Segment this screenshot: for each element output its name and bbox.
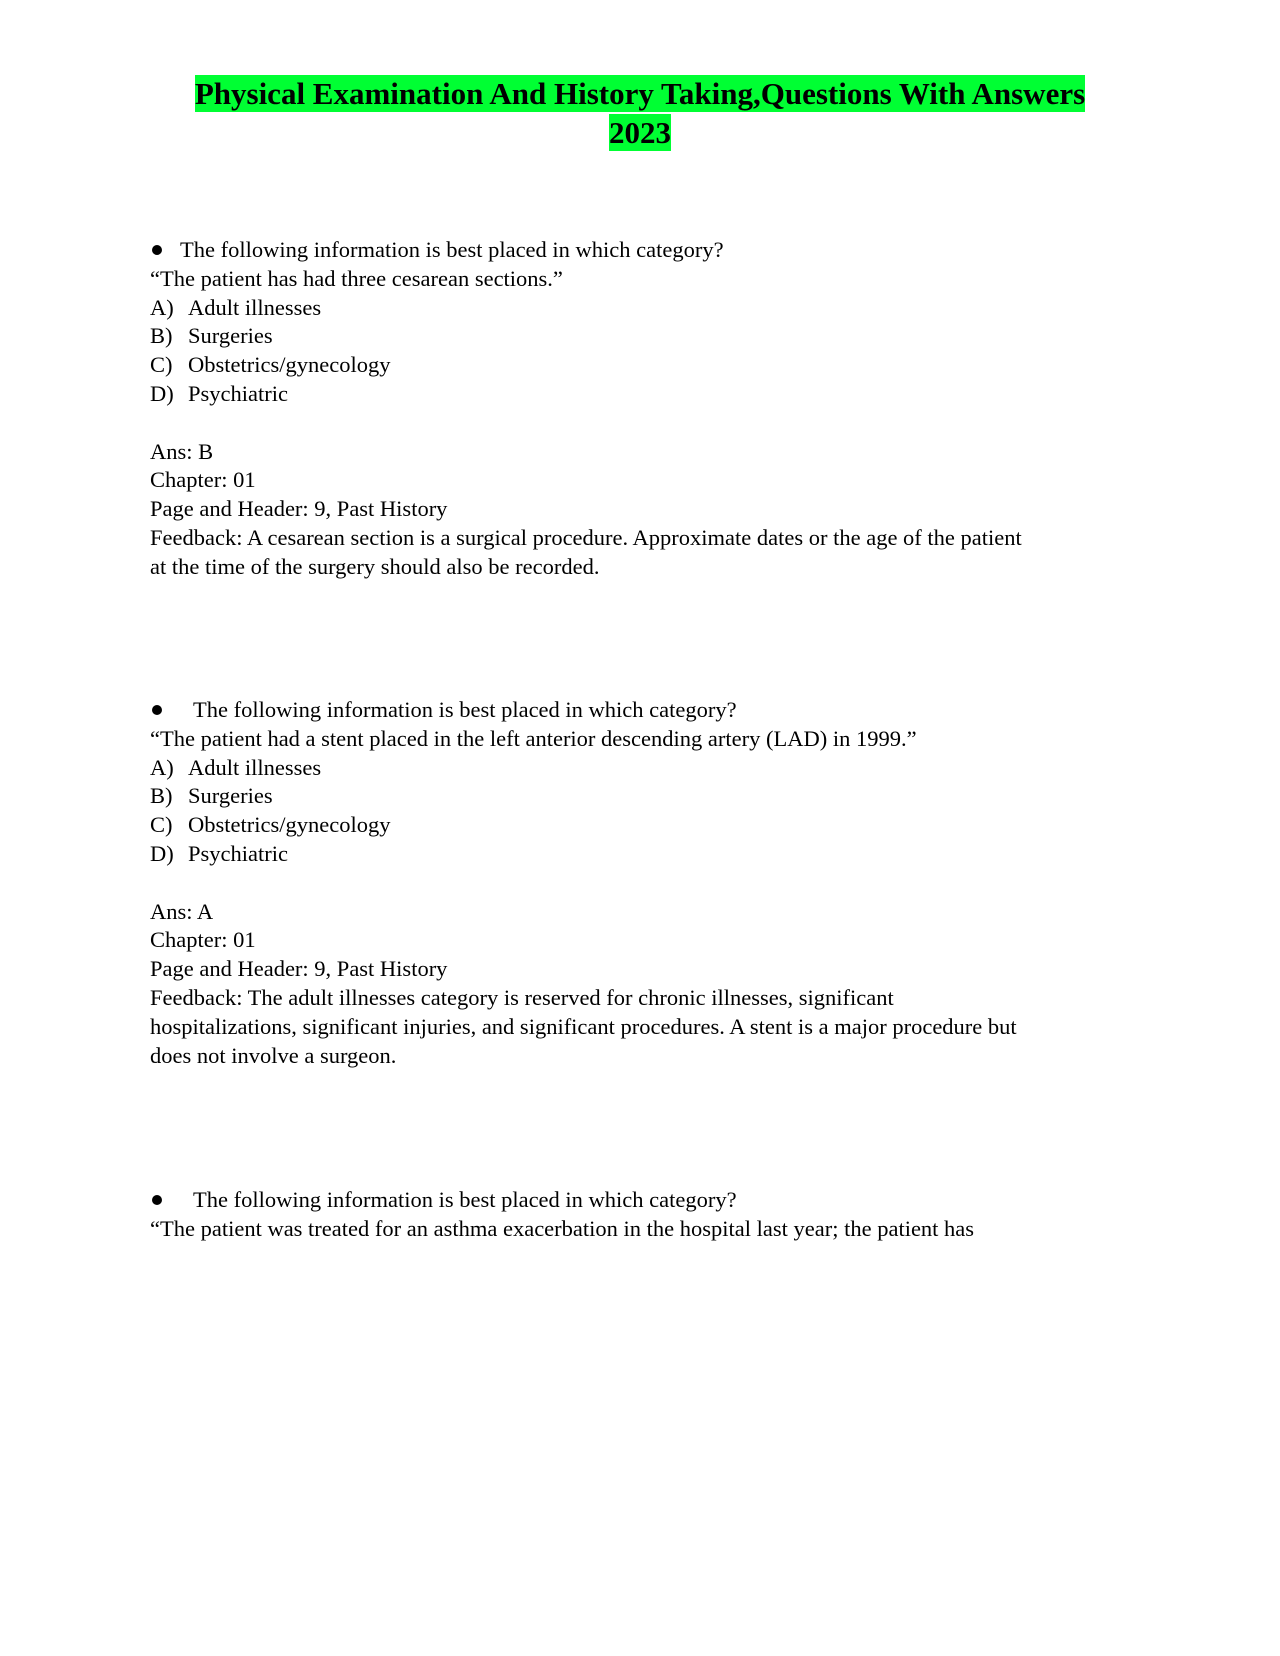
option-text: Surgeries	[188, 323, 273, 349]
option-text: Adult illnesses	[188, 294, 322, 320]
option-b	[150, 782, 1130, 811]
title-line-2: 2023	[609, 115, 671, 150]
option-letter: C)	[150, 812, 173, 838]
option-d	[150, 380, 1130, 409]
question-stem-line	[150, 696, 1130, 725]
option-a	[150, 754, 1130, 783]
chapter: Chapter: 01	[150, 927, 256, 953]
option-b	[150, 322, 1130, 351]
question-stem: The following information is best placed in which category?	[193, 1187, 737, 1212]
answer: Ans: A	[150, 898, 214, 924]
option-a	[150, 294, 1130, 323]
option-text: Surgeries	[188, 783, 273, 809]
option-text: Adult illnesses	[188, 754, 322, 780]
question-stem: The following information is best placed in which category?	[193, 697, 737, 722]
question-quote: “The patient has had three cesarean sections.”	[150, 265, 563, 291]
option-d	[150, 840, 1130, 869]
option-letter: A)	[150, 294, 174, 320]
question-stem-line	[150, 236, 1130, 265]
page-and-header: Page and Header: 9, Past History	[150, 956, 448, 982]
question-stem-line	[150, 1186, 1130, 1215]
page-and-header: Page and Header: 9, Past History	[150, 496, 448, 522]
feedback-line: at the time of the surgery should also be recorded.	[150, 553, 600, 579]
question-quote: “The patient was treated for an asthma exacerbation in the hospital last year; the patient has	[150, 1215, 975, 1241]
question-1	[150, 236, 1130, 582]
bullet-icon	[152, 245, 162, 255]
option-letter: A)	[150, 754, 174, 780]
chapter: Chapter: 01	[150, 467, 256, 493]
question-3	[150, 1186, 1130, 1244]
question-stem: The following information is best placed in which category?	[180, 237, 724, 262]
answer: Ans: B	[150, 438, 214, 464]
option-c	[150, 811, 1130, 840]
question-2	[150, 696, 1130, 1070]
option-letter: D)	[150, 840, 174, 866]
feedback-line: hospitalizations, significant injuries, and significant procedures. A stent is a major procedure but	[150, 1013, 1017, 1039]
option-text: Psychiatric	[188, 380, 288, 406]
document-title	[150, 74, 1130, 152]
option-text: Obstetrics/gynecology	[188, 812, 391, 838]
question-quote: “The patient had a stent placed in the left anterior descending artery (LAD) in 1999.”	[150, 725, 917, 751]
option-letter: C)	[150, 352, 173, 378]
feedback-line: Feedback: A cesarean section is a surgical procedure. Approximate dates or the age of the patient	[150, 524, 1022, 550]
option-letter: B)	[150, 783, 173, 809]
option-c	[150, 351, 1130, 380]
bullet-icon	[152, 1195, 162, 1205]
bullet-icon	[152, 705, 162, 715]
option-text: Obstetrics/gynecology	[188, 352, 391, 378]
option-letter: D)	[150, 380, 174, 406]
option-letter: B)	[150, 323, 173, 349]
title-line-1: Physical Examination And History Taking,Questions With Answers	[194, 76, 1086, 111]
option-text: Psychiatric	[188, 840, 288, 866]
feedback-line: does not involve a surgeon.	[150, 1042, 397, 1068]
feedback-line: Feedback: The adult illnesses category is reserved for chronic illnesses, significant	[150, 984, 894, 1010]
